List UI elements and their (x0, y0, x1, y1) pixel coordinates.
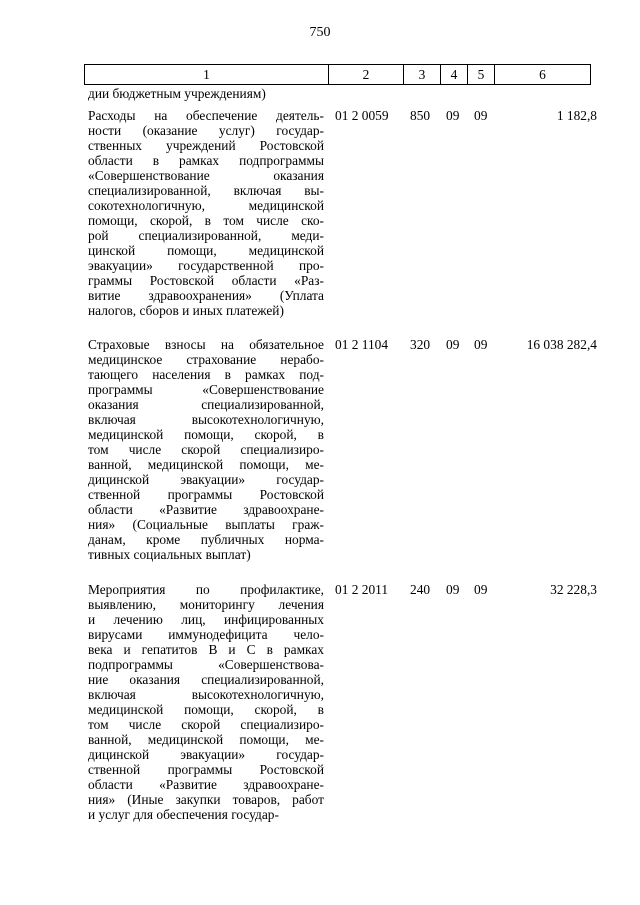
amount-value: 32 228,3 (550, 582, 597, 597)
description-line: медицинской помощи, скорой, в (88, 702, 324, 717)
description-line: эвакуации» государственной про- (88, 258, 324, 273)
description-line: тивных социальных выплат) (88, 547, 251, 562)
amount-value: 16 038 282,4 (526, 337, 597, 352)
description-line: включая высокотехнологичную, (88, 687, 324, 702)
amount-value: 1 182,8 (556, 108, 597, 123)
description-line: специализированной, включая вы- (88, 183, 324, 198)
description-line: сокотехнологичную, медицинской (88, 198, 324, 213)
subsection-code: 09 (474, 108, 488, 123)
row-description (88, 337, 324, 562)
description-line: ственной программы Ростовской (88, 762, 324, 777)
description-line: области в рамках подпрограммы (88, 153, 324, 168)
description-line: медицинской помощи, скорой, в (88, 427, 324, 442)
description-line: помощи, скорой, в том числе ско- (88, 213, 324, 228)
expense-type-code: 240 (410, 582, 431, 597)
description-line: включая высокотехнологичную, (88, 412, 324, 427)
subsection-code: 09 (474, 337, 488, 352)
description-line: тающего населения в рамках под- (88, 367, 324, 382)
description-line: выявлению, мониторингу лечения (88, 597, 324, 612)
target-article-code: 01 2 2011 (335, 582, 389, 597)
description-line: медицинское страхование нерабо- (88, 352, 324, 367)
header-col-3: 3 (404, 65, 441, 85)
description-line: ванной, медицинской помощи, ме- (88, 457, 324, 472)
description-line: подпрограммы «Совершенствова- (88, 657, 324, 672)
header-col-6: 6 (495, 65, 591, 85)
description-line: ние оказания специализированной, (88, 672, 324, 687)
expense-type-code: 320 (410, 337, 431, 352)
description-line: рой специализированной, меди- (88, 228, 324, 243)
description-line: вирусами иммунодефицита чело- (88, 627, 324, 642)
description-line: дицинской эвакуации» государ- (88, 472, 324, 487)
description-line: Страховые взносы на обязательное (88, 337, 324, 352)
section-code: 09 (446, 582, 460, 597)
description-line: том числе скорой специализиро- (88, 442, 324, 457)
description-line: ственной программы Ростовской (88, 487, 324, 502)
description-line: витие здравоохранения» (Уплата (88, 288, 324, 303)
description-line: программы «Совершенствование (88, 382, 324, 397)
subsection-code: 09 (474, 582, 488, 597)
description-line: цинской помощи, медицинской (88, 243, 324, 258)
row-description (88, 582, 324, 822)
description-line: том числе скорой специализиро- (88, 717, 324, 732)
section-code: 09 (446, 108, 460, 123)
target-article-code: 01 2 0059 (335, 108, 389, 123)
description-line: ванной, медицинской помощи, ме- (88, 732, 324, 747)
description-line: налогов, сборов и иных платежей) (88, 303, 284, 318)
description-line: ния» (Иные закупки товаров, работ (88, 792, 324, 807)
description-line: оказания специализированной, (88, 397, 324, 412)
description-line: ности (оказание услуг) государ- (88, 123, 324, 138)
section-code: 09 (446, 337, 460, 352)
description-line: области «Развитие здравоохране- (88, 502, 324, 517)
description-line: граммы Ростовской области «Раз- (88, 273, 324, 288)
description-line: века и гепатитов В и С в рамках (88, 642, 324, 657)
header-col-2: 2 (329, 65, 404, 85)
target-article-code: 01 2 1104 (335, 337, 389, 352)
header-row (85, 65, 591, 85)
description-line: «Совершенствование оказания (88, 168, 324, 183)
expense-type-code: 850 (410, 108, 431, 123)
page-number: 750 (309, 25, 331, 40)
row-description (88, 108, 324, 318)
description-line: Мероприятия по профилактике, (88, 582, 324, 597)
header-col-4: 4 (441, 65, 468, 85)
continuation-line: дии бюджетным учреждениям) (88, 86, 266, 101)
header-col-1: 1 (85, 65, 329, 85)
description-line: области «Развитие здравоохране- (88, 777, 324, 792)
column-header-table (84, 64, 591, 85)
description-line: ственных учреждений Ростовской (88, 138, 324, 153)
description-line: дицинской эвакуации» государ- (88, 747, 324, 762)
description-line: данам, кроме публичных норма- (88, 532, 324, 547)
description-line: Расходы на обеспечение деятель- (88, 108, 324, 123)
header-col-5: 5 (468, 65, 495, 85)
description-line: ния» (Социальные выплаты граж- (88, 517, 324, 532)
description-line: и услуг для обеспечения государ- (88, 807, 279, 822)
description-line: и лечению лиц, инфицированных (88, 612, 324, 627)
